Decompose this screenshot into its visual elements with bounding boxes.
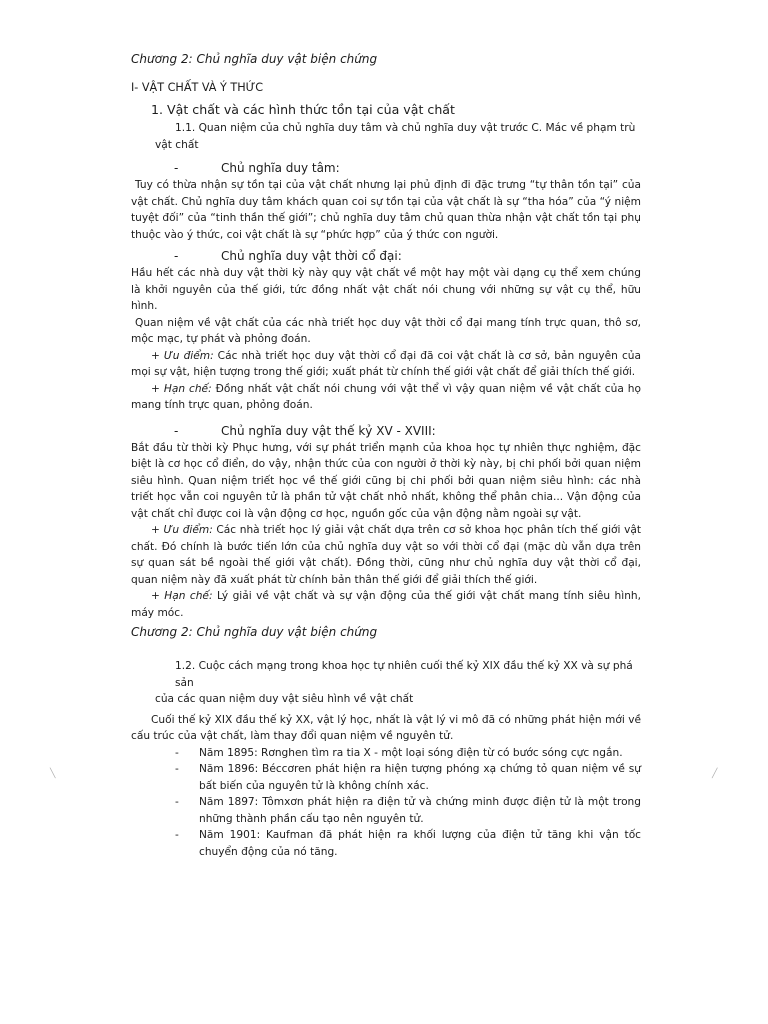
list-item — [131, 745, 641, 762]
section-heading: I- VẬT CHẤT VÀ Ý THỨC — [131, 81, 264, 94]
heading-1-1-line2: vật chất — [155, 138, 199, 151]
list-item-text: Năm 1901: Kaufman đã phát hiện ra khối lượng của điện tử tăng khi vận tốc chuyển động của nó tăng. — [199, 829, 641, 858]
list-item-text: Năm 1897: Tômxơn phát hiện ra điện tử và chứng minh được điện tử là một trong những thành phần cấu tạo nên nguyên tử. — [199, 796, 641, 825]
dash-marker: - — [175, 763, 179, 775]
page-corner-mark-left: ╲ — [50, 769, 56, 779]
subheading-modern-title: Chủ nghĩa duy vật thế kỷ XV - XVIII: — [221, 423, 436, 438]
heading-1: 1. Vật chất và các hình thức tồn tại của vật chất — [151, 102, 455, 117]
paragraph-revolution-intro: Cuối thế kỷ XIX đầu thế kỷ XX, vật lý học, nhất là vật lý vi mô đã có những phát hiện mới về cấu trúc của vật chất, làm thay đổi quan niệm về nguyên tử. — [131, 713, 641, 742]
list-item-text: Năm 1895: Rơnghen tìm ra tia X - một loại sóng điện từ có bước sóng cực ngắn. — [199, 746, 623, 759]
limitation-text: Lý giải về vật chất và sự vận động của thế giới vật chất mang tính siêu hình, máy móc. — [131, 590, 641, 619]
subheading-ancient-title: Chủ nghĩa duy vật thời cổ đại: — [221, 249, 402, 263]
limitation-text: Đồng nhất vật chất nói chung với vật thể vì vậy quan niệm về vật chất của họ mang tính trực quan, phỏng đoán. — [131, 382, 641, 411]
dash-marker: - — [175, 829, 179, 841]
subheading-modern — [131, 422, 641, 440]
heading-1-2-line1: 1.2. Cuộc cách mạng trong khoa học tự nhiên cuối thế kỷ XIX đầu thế kỷ XX và sự phá sản — [175, 660, 633, 689]
advantage-text: Các nhà triết học duy vật thời cổ đại đã coi vật chất là cơ sở, bản nguyên của mọi sự vật, hiện tượng trong thế giới; xuất phát từ chính thế giới vật chất để giải thích thế giới. — [131, 349, 641, 378]
page-corner-mark-right: ╱ — [712, 769, 718, 779]
dash-marker: - — [175, 796, 179, 808]
dash-marker: - — [174, 249, 179, 263]
list-item — [131, 794, 641, 827]
paragraph-modern-advantage — [131, 522, 641, 588]
paragraph-modern-limitation — [131, 588, 641, 621]
dash-marker: - — [174, 161, 179, 175]
advantage-label: + Ưu điểm: — [151, 524, 213, 536]
paragraph-ancient-advantage — [131, 348, 641, 381]
paragraph-idealism: Tuy có thừa nhận sự tồn tại của vật chất nhưng lại phủ định đi đặc trưng “tự thân tồn tại” của vật chất. Chủ nghĩa duy tâm khách quan coi sự tồn tại của vật chất là sự “tha hóa” của “ý niệm tuyệt đối” của “tinh thần thế giới”; chủ nghĩa duy tâm chủ quan thừa nhận vật chất tồn tại phụ thuộc vào ý thức, coi vật chất là sự “phức hợp” của ý thức con người. — [131, 179, 641, 241]
subheading-idealism — [131, 159, 641, 177]
heading-1-1 — [131, 120, 641, 153]
paragraph-ancient-limitation — [131, 381, 641, 414]
list-item — [131, 827, 641, 860]
list-item-text: Năm 1896: Béccơren phát hiện ra hiện tượng phóng xạ chứng tỏ quan niệm về sự bất biến của nguyên tử là không chính xác. — [199, 763, 641, 792]
heading-1-2 — [131, 658, 641, 708]
chapter-header: Chương 2: Chủ nghĩa duy vật biện chứng — [131, 52, 378, 66]
paragraph-ancient-2: Quan niệm về vật chất của các nhà triết học duy vật thời cổ đại mang tính trực quan, thô sơ, mộc mạc, tự phát và phỏng đoán. — [131, 316, 641, 345]
advantage-label: + Ưu điểm: — [151, 349, 214, 362]
limitation-label: + Hạn chế: — [151, 590, 213, 602]
chapter-header-repeat: Chương 2: Chủ nghĩa duy vật biện chứng — [131, 625, 378, 639]
limitation-label: + Hạn chế: — [151, 382, 212, 395]
heading-1-2-line2: của các quan niệm duy vật siêu hình về vật chất — [155, 693, 414, 705]
document-page — [131, 50, 641, 860]
subheading-ancient — [131, 247, 641, 265]
subheading-idealism-title: Chủ nghĩa duy tâm: — [221, 161, 340, 175]
list-item — [131, 761, 641, 794]
heading-1-1-line1: 1.1. Quan niệm của chủ nghĩa duy tâm và chủ nghĩa duy vật trước C. Mác về phạm trù — [175, 122, 636, 134]
paragraph-ancient-1: Hầu hết các nhà duy vật thời kỳ này quy vật chất về một hay một vài dạng cụ thể xem chúng là khởi nguyên của thế giới, tức đồng nhất vật chất nói chung với những sự vật cụ thể, hữu hình. — [131, 267, 641, 312]
dash-marker: - — [175, 746, 179, 759]
dash-marker: - — [174, 423, 179, 438]
advantage-text: Các nhà triết học lý giải vật chất dựa trên cơ sở khoa học phân tích thế giới vật chất. Đó chính là bước tiến lớn của chủ nghĩa duy vật so với thời cổ đại (mặc dù vẫn dựa trên sự quan sát bề ngoài thế giới vật chất). Đồng thời, cũng như chủ nghĩa duy vật thời cổ đại, quan niệm này đã xuất phát từ chính bản thân thế giới để giải thích thế giới. — [131, 524, 641, 586]
paragraph-modern-1: Bắt đầu từ thời kỳ Phục hưng, với sự phát triển mạnh của khoa học tự nhiên thực nghiệm, đặc biệt là cơ học cổ điển, do vậy, nhận thức của con người ở thời kỳ này, bị chi phối bởi quan niệm siêu hình. Quan niệm triết học về thế giới cũng bị chi phối bởi quan niệm siêu hình: các nhà triết học vẫn coi nguyên tử là phần tử vật chất nhỏ nhất, không thể phân chia... Vận động của vật chất chỉ được coi là vận động cơ học, nguồn gốc của vận động nằm ngoài sự vật. — [131, 441, 641, 520]
